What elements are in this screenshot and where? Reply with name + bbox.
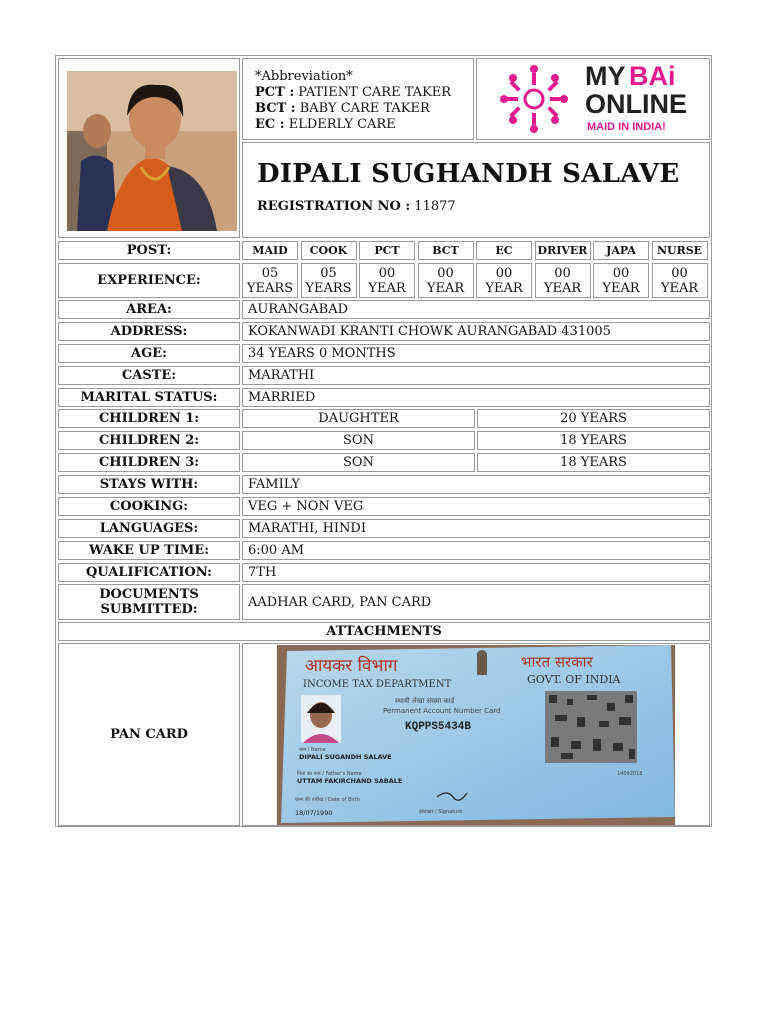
- svg-text:18/07/1990: 18/07/1990: [295, 809, 333, 817]
- profile-photo: [67, 71, 237, 231]
- field-label: STAYS WITH:: [58, 475, 240, 494]
- field-value: MARRIED: [242, 388, 710, 407]
- pan-number: KQPPS5434B: [405, 721, 472, 733]
- experience-value: 00 YEAR: [652, 263, 708, 298]
- logo-bai: BAi: [629, 61, 676, 91]
- post-column-maid: MAID: [242, 241, 298, 260]
- abbreviation-box: [242, 58, 474, 140]
- svg-text:पिता का नाम / Father's Name: पिता का नाम / Father's Name: [297, 771, 362, 777]
- attachments-title: ATTACHMENTS: [58, 622, 710, 641]
- experience-value: 00 YEAR: [418, 263, 474, 298]
- logo-cell: [476, 58, 710, 140]
- pan-card-cell: [242, 643, 710, 826]
- documents-label: DOCUMENTS SUBMITTED:: [58, 584, 240, 620]
- photo-cell: [58, 58, 240, 238]
- field-label: WAKE UP TIME:: [58, 541, 240, 560]
- emblem-icon: [477, 650, 487, 675]
- child-label: CHILDREN 2:: [58, 431, 240, 450]
- logo-online: ONLINE: [585, 89, 688, 119]
- svg-text:हस्ताक्षर / Signature: हस्ताक्षर / Signature: [419, 809, 463, 815]
- people-circle-icon: [500, 65, 568, 133]
- field-label: LANGUAGES:: [58, 519, 240, 538]
- profile-sheet: [55, 55, 712, 827]
- experience-value: 05 YEARS: [301, 263, 357, 298]
- experience-label: EXPERIENCE:: [58, 263, 240, 298]
- svg-text:DIPALI SUGANDH SALAVE: DIPALI SUGANDH SALAVE: [299, 753, 392, 761]
- child-age: 18 YEARS: [477, 431, 710, 450]
- field-value: AURANGABAD: [242, 300, 710, 319]
- logo-tagline: MAID IN INDIA!: [587, 121, 666, 133]
- name-box: [242, 142, 710, 238]
- post-column-pct: PCT: [359, 241, 415, 260]
- child-label: CHILDREN 3:: [58, 453, 240, 472]
- candidate-name: DIPALI SUGHANDH SALAVE: [257, 159, 680, 189]
- field-label: ADDRESS:: [58, 322, 240, 341]
- svg-text:UTTAM FAKIRCHAND SABALE: UTTAM FAKIRCHAND SABALE: [297, 777, 403, 785]
- post-column-ec: EC: [476, 241, 532, 260]
- post-label: POST:: [58, 241, 240, 260]
- field-value: MARATHI, HINDI: [242, 519, 710, 538]
- abbreviation-ec: EC : ELDERLY CARE: [255, 117, 396, 132]
- registration-number: REGISTRATION NO : 11877: [257, 199, 456, 214]
- child-relation: DAUGHTER: [242, 409, 475, 428]
- svg-text:नाम / Name: नाम / Name: [299, 747, 326, 753]
- field-label: MARITAL STATUS:: [58, 388, 240, 407]
- svg-text:Permanent Account Number Card: Permanent Account Number Card: [383, 707, 501, 715]
- pan-card-label: PAN CARD: [58, 643, 240, 826]
- post-column-japa: JAPA: [593, 241, 649, 260]
- post-column-driver: DRIVER: [535, 241, 591, 260]
- field-value: FAMILY: [242, 475, 710, 494]
- field-value: KOKANWADI KRANTI CHOWK AURANGABAD 431005: [242, 322, 710, 341]
- field-value: 34 YEARS 0 MONTHS: [242, 344, 710, 363]
- mybai-logo: [477, 59, 709, 139]
- abbreviation-bct: BCT : BABY CARE TAKER: [255, 101, 430, 116]
- field-label: CASTE:: [58, 366, 240, 385]
- logo-my: MY: [585, 61, 626, 91]
- svg-text:भारत सरकार: भारत सरकार: [521, 653, 593, 671]
- abbreviation-pct: PCT : PATIENT CARE TAKER: [255, 85, 452, 100]
- svg-text:GOVT. OF INDIA: GOVT. OF INDIA: [527, 673, 621, 686]
- child-label: CHILDREN 1:: [58, 409, 240, 428]
- pan-card-image: [277, 645, 675, 825]
- child-age: 20 YEARS: [477, 409, 710, 428]
- child-relation: SON: [242, 453, 475, 472]
- field-label: AGE:: [58, 344, 240, 363]
- documents-value: AADHAR CARD, PAN CARD: [242, 584, 710, 620]
- field-value: MARATHI: [242, 366, 710, 385]
- experience-value: 00 YEAR: [535, 263, 591, 298]
- child-relation: SON: [242, 431, 475, 450]
- field-value: 7TH: [242, 563, 710, 582]
- field-label: AREA:: [58, 300, 240, 319]
- abbreviation-title: *Abbreviation*: [255, 69, 353, 84]
- svg-text:14092018: 14092018: [617, 771, 643, 777]
- field-value: VEG + NON VEG: [242, 497, 710, 516]
- field-label: QUALIFICATION:: [58, 563, 240, 582]
- svg-text:INCOME TAX DEPARTMENT: INCOME TAX DEPARTMENT: [303, 679, 452, 690]
- post-column-nurse: NURSE: [652, 241, 708, 260]
- field-label: COOKING:: [58, 497, 240, 516]
- experience-value: 05 YEARS: [242, 263, 298, 298]
- qr-code: [545, 691, 637, 763]
- svg-text:स्थायी लेखा संख्या कार्ड: स्थायी लेखा संख्या कार्ड: [395, 697, 455, 705]
- experience-value: 00 YEAR: [593, 263, 649, 298]
- child-age: 18 YEARS: [477, 453, 710, 472]
- experience-value: 00 YEAR: [476, 263, 532, 298]
- post-column-bct: BCT: [418, 241, 474, 260]
- post-column-cook: COOK: [301, 241, 357, 260]
- svg-text:आयकर विभाग: आयकर विभाग: [305, 656, 398, 676]
- field-value: 6:00 AM: [242, 541, 710, 560]
- svg-text:जन्म की तारीख / Date of Birth: जन्म की तारीख / Date of Birth: [295, 797, 360, 803]
- experience-value: 00 YEAR: [359, 263, 415, 298]
